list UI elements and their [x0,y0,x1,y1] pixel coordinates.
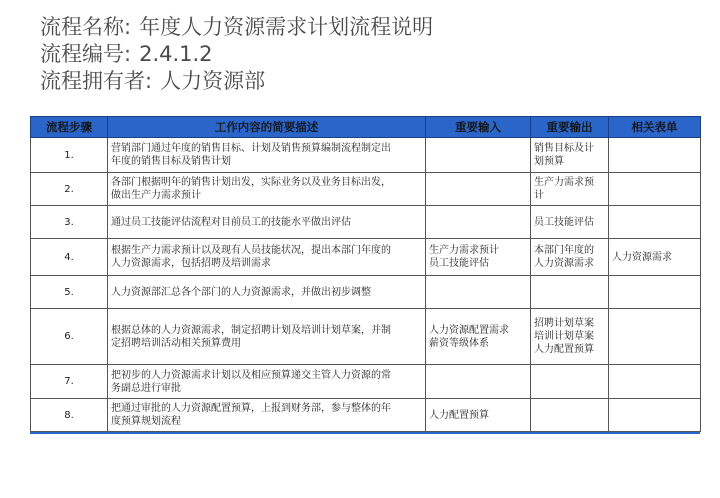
process-owner-line [40,68,700,95]
process-owner-label: 流程拥有者: [40,69,153,93]
description-line: 人力资源需求，包括招聘及培训需求 [111,258,271,269]
output-line: 人力配置预算 [534,344,594,355]
process-name-value: 年度人力资源需求计划流程说明 [139,15,434,39]
description-line: 年度的销售目标及销售计划 [111,156,231,167]
output-line: 计 [534,190,544,201]
step-cell: 2. [31,173,108,206]
forms-cell [609,206,701,239]
table-row [31,399,701,432]
output-cell [531,173,609,206]
description-line: 通过员工技能评估流程对目前员工的技能水平做出评估 [111,216,351,228]
table-header-row [31,117,701,138]
input-cell [426,138,531,173]
output-cell [531,365,609,399]
description-line: 把通过审批的人力资源配置预算，上报到财务部，参与整体的年 [111,403,391,414]
table-row [31,206,701,239]
input-cell [426,276,531,309]
output-cell [531,309,609,365]
table-body [31,138,701,432]
description-line: 定招聘培训活动相关预算费用 [111,337,241,349]
forms-cell [609,276,701,309]
forms-line: 人力资源需求 [612,251,672,263]
description-line: 营销部门通过年度的销售目标、计划及销售预算编制流程制定出 [111,143,391,154]
description-cell [108,173,426,206]
process-name-line [40,14,700,41]
input-cell [426,365,531,399]
process-code-line [40,41,700,68]
description-line: 度预算规划流程 [111,416,181,427]
forms-cell [609,173,701,206]
forms-cell [609,138,701,173]
step-cell: 5. [31,276,108,309]
description-cell [108,365,426,399]
output-cell [531,399,609,432]
description-cell [108,206,426,239]
description-cell [108,309,426,365]
table-row [31,138,701,173]
input-cell [426,239,531,276]
process-header [40,14,700,95]
description-cell [108,138,426,173]
step-cell: 7. [31,365,108,399]
process-owner-value: 人力资源部 [160,69,266,93]
input-line: 人力配置预算 [429,409,489,421]
output-line: 招聘计划草案 [534,318,594,329]
column-header-input: 重要输入 [426,117,531,138]
input-line: 薪资等级体系 [429,337,489,349]
output-line: 销售目标及计 [534,143,594,154]
input-line: 员工技能评估 [429,258,489,269]
description-cell [108,276,426,309]
description-line: 根据总体的人力资源需求，制定招聘计划及培训计划草案，并制 [111,324,391,336]
process-code-label: 流程编号: [40,42,132,66]
input-cell [426,173,531,206]
column-header-output: 重要输出 [531,117,609,138]
output-cell [531,206,609,239]
forms-cell [609,399,701,432]
table-row [31,239,701,276]
output-line: 员工技能评估 [534,216,594,228]
input-cell [426,206,531,239]
description-cell [108,399,426,432]
description-line: 做出生产力需求预计 [111,190,201,201]
output-line: 人力资源需求 [534,258,594,269]
input-cell [426,309,531,365]
forms-cell [609,365,701,399]
input-line: 生产力需求预计 [429,245,499,256]
input-line: 人力资源配置需求 [429,324,509,336]
output-line: 培训计划草案 [534,331,594,342]
output-cell [531,276,609,309]
step-cell: 4. [31,239,108,276]
output-cell [531,239,609,276]
description-line: 各部门根据明年的销售计划出发，实际业务以及业务目标出发， [111,177,391,188]
column-header-description: 工作内容的简要描述 [108,117,426,138]
step-cell: 6. [31,309,108,365]
column-header-step: 流程步骤 [31,117,108,138]
input-cell [426,399,531,432]
description-line: 务副总进行审批 [111,382,181,394]
step-cell: 1. [31,138,108,173]
process-code-value: 2.4.1.2 [139,42,213,66]
description-line: 根据生产力需求预计以及现有人员技能状况，提出本部门年度的 [111,245,391,256]
description-cell [108,239,426,276]
description-line: 把初步的人力资源需求计划以及相应预算递交主管人力资源的常 [111,369,391,381]
output-line: 划预算 [534,156,564,167]
process-name-label: 流程名称: [40,15,132,39]
step-cell: 8. [31,399,108,432]
table-row [31,309,701,365]
process-table-container [30,116,700,434]
output-line: 生产力需求预 [534,177,594,188]
table-row [31,365,701,399]
forms-cell [609,239,701,276]
process-table [30,116,701,432]
step-cell: 3. [31,206,108,239]
output-cell [531,138,609,173]
forms-cell [609,309,701,365]
table-row [31,173,701,206]
output-line: 本部门年度的 [534,245,594,256]
table-row [31,276,701,309]
column-header-forms: 相关表单 [609,117,701,138]
description-line: 人力资源部汇总各个部门的人力资源需求，并做出初步调整 [111,286,371,298]
table-bottom-rule [30,432,700,434]
